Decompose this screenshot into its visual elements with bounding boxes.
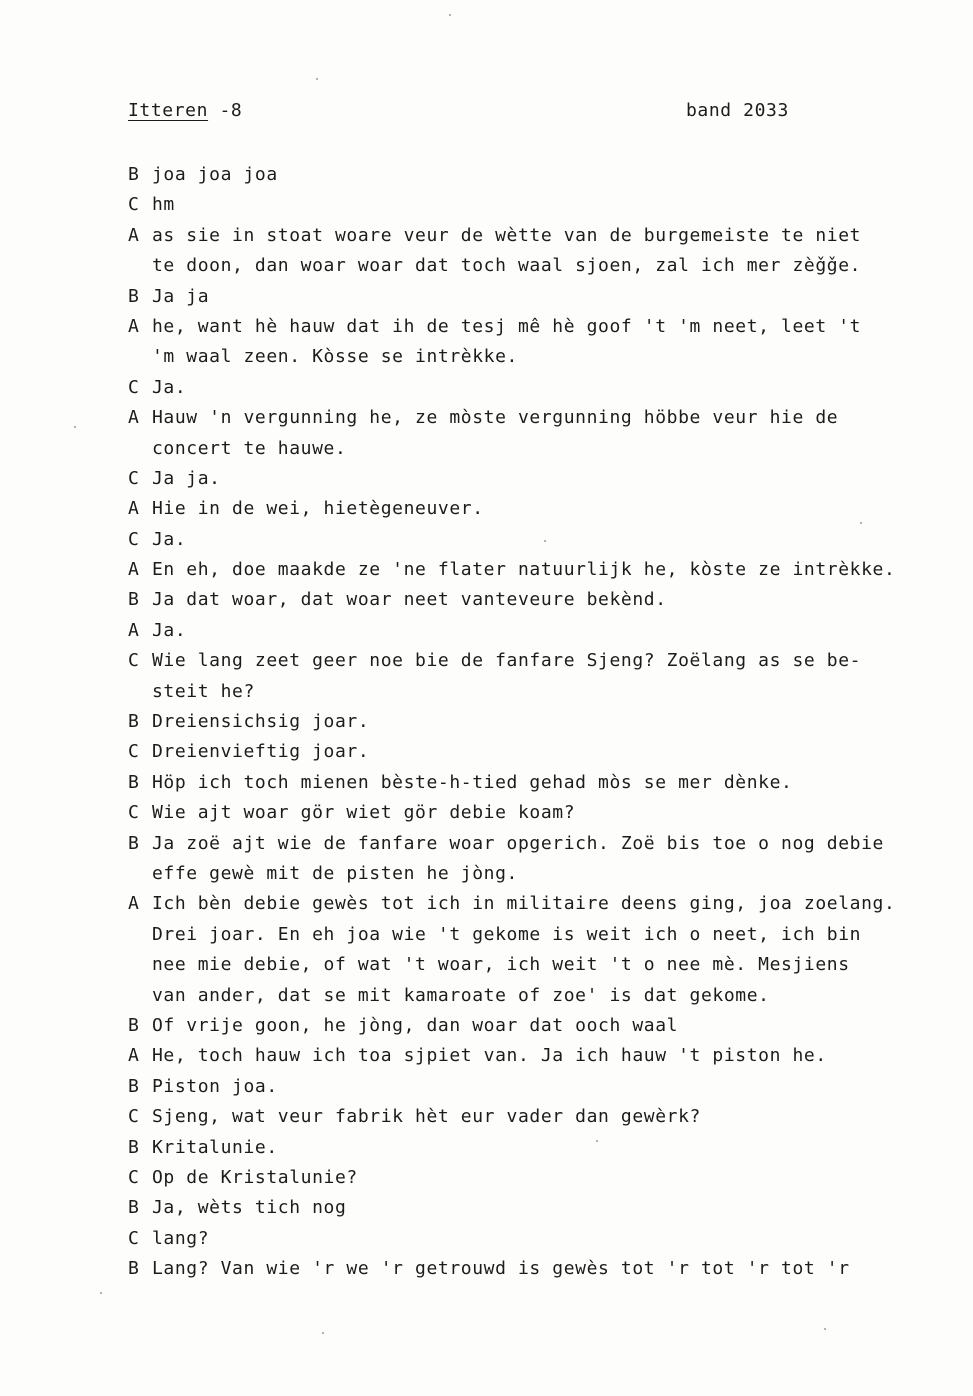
speaker-label: C [128, 528, 140, 550]
scan-speck [860, 522, 862, 524]
speaker-label: C [128, 1227, 140, 1249]
speaker-label: A [128, 893, 140, 915]
speaker-label: C [128, 1166, 140, 1188]
utterance-text: Höp ich toch mienen bèste-h-tied gehad mòs se mer dènke. [152, 771, 793, 793]
speaker-label: B [128, 1136, 140, 1158]
utterance-text: Ja dat woar, dat woar neet vanteveure bekènd. [152, 589, 667, 611]
transcript-line [128, 737, 958, 767]
transcript-line [128, 464, 958, 494]
speaker-label: B [128, 164, 140, 185]
transcript-line [128, 373, 958, 403]
speaker-label: B [128, 1075, 140, 1097]
transcript-line [128, 1102, 958, 1132]
utterance-text: Ja ja [152, 285, 210, 307]
utterance-text: steit he? [152, 680, 255, 702]
utterance-text: Hauw 'n vergunning he, ze mòste vergunning höbbe veur hie de [152, 407, 839, 429]
speaker-label: B [128, 711, 140, 733]
speaker-label: A [128, 559, 140, 581]
transcript-line [128, 160, 958, 190]
transcript-line [128, 768, 958, 798]
transcript-line [128, 312, 958, 342]
transcript-line [128, 1193, 958, 1223]
scan-speck [74, 426, 76, 428]
transcript [128, 160, 958, 1284]
speaker-label: B [128, 1258, 140, 1280]
transcript-line [128, 403, 958, 433]
speaker-label: A [128, 315, 140, 337]
speaker-label: B [128, 285, 140, 307]
speaker-label: C [128, 1106, 140, 1128]
utterance-text: Piston joa. [152, 1075, 278, 1097]
header-location [128, 100, 242, 121]
utterance-text: Ja. [152, 376, 187, 398]
utterance-text: Wie ajt woar gör wiet gör debie koam? [152, 802, 576, 824]
transcript-line [128, 494, 958, 524]
transcript-line [128, 1224, 958, 1254]
utterance-text: Ja ja. [152, 467, 221, 489]
transcript-line [128, 798, 958, 828]
transcript-line [128, 190, 958, 220]
scan-speck [449, 14, 451, 16]
speaker-label: C [128, 467, 140, 489]
utterance-text: Sjeng, wat veur fabrik hèt eur vader dan gewèrk? [152, 1106, 701, 1128]
utterance-text: Ja zoë ajt wie de fanfare woar opgerich. Zoë bis toe o nog debie [152, 832, 884, 854]
utterance-text: Ich bèn debie gewès tot ich in militaire deens ging, joa zoelang. [152, 893, 896, 915]
transcript-line [128, 251, 958, 281]
speaker-label: C [128, 650, 140, 672]
utterance-text: lang? [152, 1227, 210, 1249]
transcript-line [128, 585, 958, 615]
transcript-line [128, 1163, 958, 1193]
utterance-text: Drei joar. En eh joa wie 't gekome is weit ich o neet, ich bin [152, 923, 862, 945]
speaker-label: A [128, 407, 140, 429]
scan-speck [100, 1292, 102, 1294]
transcript-line [128, 1041, 958, 1071]
transcript-line [128, 342, 958, 372]
page-number: -8 [208, 100, 243, 121]
utterance-text: Ja. [152, 528, 187, 550]
utterance-text: joa joa joa [152, 164, 278, 185]
transcript-line [128, 889, 958, 919]
utterance-text: Ja. [152, 619, 187, 641]
utterance-text: nee mie debie, of wat 't woar, ich weit 't o nee mè. Mesjiens [152, 954, 850, 976]
speaker-label: B [128, 771, 140, 793]
transcript-line [128, 555, 958, 585]
transcript-line [128, 829, 958, 859]
transcript-line [128, 950, 958, 980]
utterance-text: Hie in de wei, hietègeneuver. [152, 498, 484, 520]
transcript-line [128, 616, 958, 646]
transcript-line [128, 434, 958, 464]
utterance-text: he, want hè hauw dat ih de tesj mê hè goof 't 'm neet, leet 't [152, 315, 862, 337]
speaker-label: C [128, 741, 140, 763]
transcript-line [128, 677, 958, 707]
utterance-text: Dreiensichsig joar. [152, 711, 370, 733]
speaker-label: C [128, 194, 140, 216]
utterance-text: Ja, wèts tich nog [152, 1197, 347, 1219]
utterance-text: Dreienvieftig joar. [152, 741, 370, 763]
utterance-text: van ander, dat se mit kamaroate of zoe' is dat gekome. [152, 984, 770, 1006]
transcript-line [128, 282, 958, 312]
transcript-line [128, 981, 958, 1011]
speaker-label: C [128, 802, 140, 824]
transcript-line [128, 1072, 958, 1102]
scan-speck [596, 1140, 598, 1142]
transcript-line [128, 1133, 958, 1163]
utterance-text: Lang? Van wie 'r we 'r getrouwd is gewès tot 'r tot 'r tot 'r [152, 1258, 850, 1280]
tape-band-number: band 2033 [686, 100, 789, 121]
scan-speck [544, 540, 546, 542]
utterance-text: concert te hauwe. [152, 437, 347, 459]
scan-speck [322, 1332, 324, 1334]
speaker-label: A [128, 224, 140, 246]
utterance-text: te doon, dan woar woar dat toch waal sjoen, zal ich mer zèǧǧe. [152, 255, 862, 277]
scan-speck [316, 78, 318, 80]
speaker-label: B [128, 1197, 140, 1219]
utterance-text: En eh, doe maakde ze 'ne flater natuurlijk he, kòste ze intrèkke. [152, 559, 896, 581]
speaker-label: B [128, 589, 140, 611]
transcript-line [128, 646, 958, 676]
location-title: Itteren [128, 100, 209, 121]
speaker-label: A [128, 619, 140, 641]
utterance-text: hm [152, 194, 175, 216]
utterance-text: He, toch hauw ich toa sjpiet van. Ja ich hauw 't piston he. [152, 1045, 827, 1067]
speaker-label: B [128, 1014, 140, 1036]
transcript-line [128, 920, 958, 950]
utterance-text: Wie lang zeet geer noe bie de fanfare Sjeng? Zoëlang as se be- [152, 650, 862, 672]
transcript-line [128, 221, 958, 251]
page-header [128, 100, 828, 126]
utterance-text: as sie in stoat woare veur de wètte van de burgemeiste te niet [152, 224, 862, 246]
speaker-label: A [128, 498, 140, 520]
transcript-line [128, 707, 958, 737]
speaker-label: B [128, 832, 140, 854]
transcript-line [128, 1011, 958, 1041]
transcript-line [128, 1254, 958, 1284]
speaker-label: C [128, 376, 140, 398]
utterance-text: effe gewè mit de pisten he jòng. [152, 862, 518, 884]
speaker-label: A [128, 1045, 140, 1067]
utterance-text: Of vrije goon, he jòng, dan woar dat ooch waal [152, 1014, 679, 1036]
utterance-text: Kritalunie. [152, 1136, 278, 1158]
transcript-line [128, 525, 958, 555]
scan-speck [824, 1328, 826, 1330]
utterance-text: 'm waal zeen. Kòsse se intrèkke. [152, 346, 518, 368]
utterance-text: Op de Kristalunie? [152, 1166, 358, 1188]
transcript-line [128, 859, 958, 889]
